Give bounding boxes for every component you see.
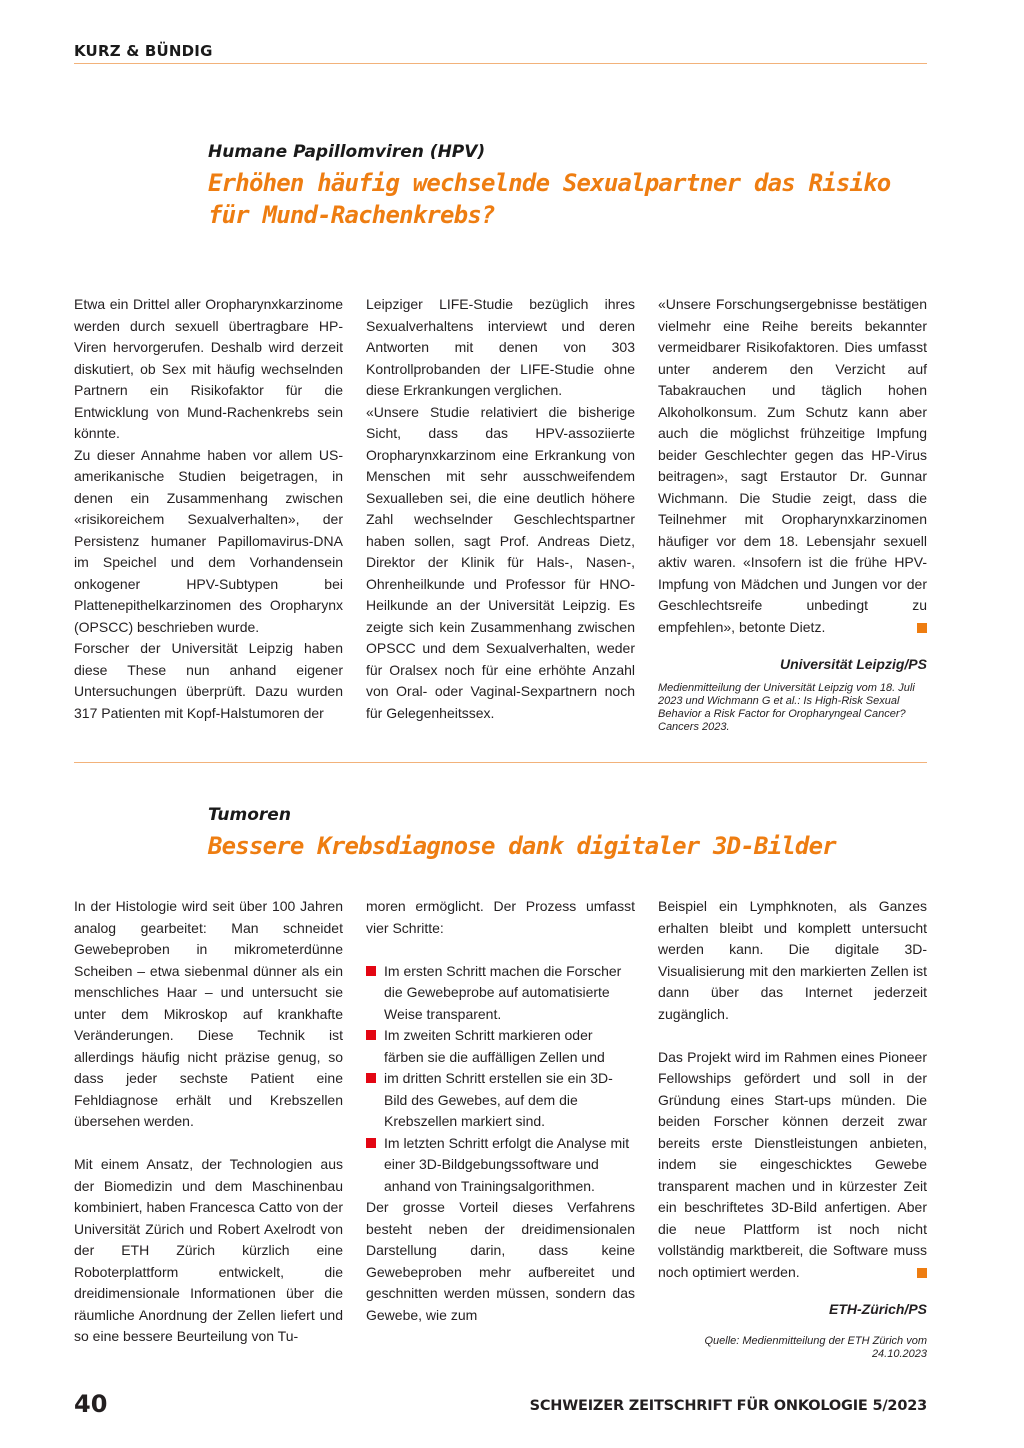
paragraph-text: Das Projekt wird im Rahmen eines Pioneer Fellowships gefördert und soll in der Gründung eines Start-ups münden. Die beiden Forscher können derzeit zwar bereits erste Dienstleistungen anbieten, indem sie eingeschicktes Gewebe transparent machen und in kürzester Zeit ein beschriftetes 3D-Bild anfertigen. Aber die neue Plattform ist noch nicht vollständig marktbereit, die Software muss noch optimiert werden. bbox=[658, 1048, 927, 1280]
steps-list bbox=[366, 961, 635, 1198]
paragraph: In der Histologie wird seit über 100 Jahren analog gearbeitet: Man schneidet Gewebeproben in mikrometerdünne Scheiben – etwa siebenmal dünner als ein menschliches Haar – und untersucht sie unter dem Mikroskop auf krankhafte Veränderungen. Diese Technik ist allerdings häufig nicht präzise genug, so dass jeder sechste Patient eine Fehldiagnose erhält und Krebszellen übersehen werden. bbox=[74, 898, 343, 1129]
list-item bbox=[366, 1068, 635, 1133]
paragraph-gap bbox=[366, 939, 635, 961]
list-item-text: im dritten Schritt erstellen sie ein 3D-Bild des Gewebes, auf dem die Krebszellen markiert sind. bbox=[384, 1070, 613, 1129]
paragraph bbox=[658, 294, 927, 638]
article2-credit: ETH-Zürich/PS bbox=[828, 1301, 927, 1317]
paragraph: Forscher der Universität Leipzig haben diese These nun anhand eigener Untersuchungen überprüft. Dazu wurden 317 Patienten mit Kopf-Halstumoren der bbox=[74, 640, 343, 721]
article1-credit: Universität Leipzig/PS bbox=[779, 656, 927, 672]
paragraph: Beispiel ein Lymphknoten, als Ganzes erhalten bleibt und komplett untersucht werden kann. Die digitale 3D-Visualisierung mit den markierten Zellen ist dann über das Internet jederzeit zugänglich. bbox=[658, 898, 927, 1022]
article1-headline: Erhöhen häufig wechselnde Sexualpartner das Risiko für Mund-Rachenkrebs? bbox=[208, 169, 891, 229]
list-item bbox=[366, 1133, 635, 1198]
paragraph-text: «Unsere Forschungsergebnisse bestätigen vielmehr eine Reihe bereits bekannter vermeidbarer Risikofaktoren. Dies umfasst unter anderem den Verzicht auf Tabakrauchen und täglich hohen Alkoholkonsum. Zum Schutz kann aber auch die möglichst frühzeitige Impfung beider Geschlechter gegen das HP-Virus beitragen», sagt Erstautor Dr. Gunnar Wichmann. Die Studie zeigt, dass die Teilnehmer mit Oropharynxkarzinomen häufiger vor dem 18. Lebensjahr sexuell aktiv waren. «Insofern ist die frühe HPV-Impfung von Mädchen und Jungen vor der Geschlechtsreife unbedingt zu empfehlen», betonte Dietz. bbox=[658, 296, 927, 635]
section-label: KURZ & BÜNDIG bbox=[74, 42, 213, 60]
paragraph bbox=[658, 1047, 927, 1284]
end-mark-icon bbox=[917, 1268, 927, 1278]
square-bullet-icon bbox=[366, 1030, 376, 1040]
paragraph: Zu dieser Annahme haben vor allem US-amerikanische Studien beigetragen, in denen ein Zusammenhang zwischen «risikoreichem Sexualverhalten», der Persistenz humaner Papillomavirus-DNA im Speichel und dem Vorhandensein onkogener HPV-Subtypen bei Plattenepithelkarzinomen des Oropharynx (OPSCC) beschrieben wurde. bbox=[74, 446, 343, 635]
paragraph: Mit einem Ansatz, der Technologien aus der Biomedizin und dem Maschinenbau kombiniert, haben Francesca Catto von der Universität Zürich und Robert Axelrodt von der ETH Zürich kürzlich eine Roboterplattform entwickelt, die dreidimensionale Informationen über die räumliche Anordnung der Zellen liefert und so eine bessere Beurteilung von Tu- bbox=[74, 1156, 343, 1344]
list-item bbox=[366, 1025, 635, 1068]
paragraph: Etwa ein Drittel aller Oropharynxkarzinome werden durch sexuell übertragbare HP-Viren hervorgerufen. Deshalb wird derzeit diskutiert, ob Sex mit häufig wechselnden Partnern ein Risikofaktor für die Entwicklung von Mund-Rachenkrebs sein könnte. bbox=[74, 296, 343, 441]
article2-source: Quelle: Medienmitteilung der ETH Zürich vom 24.10.2023 bbox=[704, 1334, 927, 1360]
paragraph-gap bbox=[74, 1133, 343, 1155]
article2-kicker: Tumoren bbox=[208, 805, 291, 825]
article2-column-2 bbox=[366, 896, 635, 1326]
article2-headline: Bessere Krebsdiagnose dank digitaler 3D-Bilder bbox=[208, 832, 836, 860]
list-item bbox=[366, 961, 635, 1026]
list-item-text: Im zweiten Schritt markieren oder färben sie die auffälligen Zellen und bbox=[384, 1027, 605, 1065]
article1-source: Medienmitteilung der Universität Leipzig vom 18. Juli 2023 und Wichmann G et al.: Is High-Risk Sexual Behavior a Risk Factor for Oropharyngeal Cancer? Cancers 2023. bbox=[658, 681, 915, 733]
article1-column-3 bbox=[658, 294, 927, 734]
paragraph: moren ermöglicht. Der Prozess umfasst vier Schritte: bbox=[366, 898, 635, 936]
page-number: 40 bbox=[74, 1390, 108, 1418]
paragraph: Der grosse Vorteil dieses Verfahrens besteht neben der dreidimensionalen Darstellung darin, dass keine Gewebeproben mehr aufbereitet und geschnitten werden müssen, sondern das Gewebe, wie zum bbox=[366, 1199, 635, 1323]
article1-column-2 bbox=[366, 294, 635, 724]
article1-column-1 bbox=[74, 294, 343, 724]
list-item-text: Im ersten Schritt machen die Forscher die Gewebeprobe auf automatisierte Weise transparent. bbox=[384, 962, 622, 1022]
square-bullet-icon bbox=[366, 1073, 376, 1083]
end-mark-icon bbox=[917, 623, 927, 633]
article2-column-3 bbox=[658, 896, 927, 1361]
journal-title: SCHWEIZER ZEITSCHRIFT FÜR ONKOLOGIE 5/2023 bbox=[529, 1398, 927, 1414]
article1-kicker: Humane Papillomviren (HPV) bbox=[208, 142, 486, 162]
article2-column-1 bbox=[74, 896, 343, 1348]
paragraph: «Unsere Studie relativiert die bisherige Sicht, dass das HPV-assoziierte Oropharynxkarzinom eine Erkrankung von Menschen mit sehr ausschweifendem Sexualleben sei, die eine deutlich höhere Zahl wechselnder Geschlechtspartner haben sollen, sagt Prof. Andreas Dietz, Direktor der Klinik für Hals-, Nasen-, Ohrenheilkunde und Professor für HNO-Heilkunde an der Universität Leipzig. Es zeigte sich kein Zusammenhang zwischen OPSCC und dem Sexualverhalten, weder für Oralsex noch für eine erhöhte Anzahl von Oral- oder Vaginal-Sexpartnern noch für Gelegenheitssex. bbox=[366, 403, 635, 721]
square-bullet-icon bbox=[366, 1138, 376, 1148]
square-bullet-icon bbox=[366, 966, 376, 976]
paragraph: Leipziger LIFE-Studie bezüglich ihres Sexualverhaltens interviewt und deren Antworten mit denen von 303 Kontrollprobanden der LIFE-Studie ohne diese Erkrankungen verglichen. bbox=[366, 296, 635, 398]
header-rule bbox=[74, 63, 927, 64]
list-item-text: Im letzten Schritt erfolgt die Analyse mit einer 3D-Bildgebungssoftware und anhand von Trainingsalgorithmen. bbox=[384, 1134, 630, 1194]
section-divider bbox=[74, 762, 927, 763]
paragraph-gap bbox=[658, 1025, 927, 1047]
